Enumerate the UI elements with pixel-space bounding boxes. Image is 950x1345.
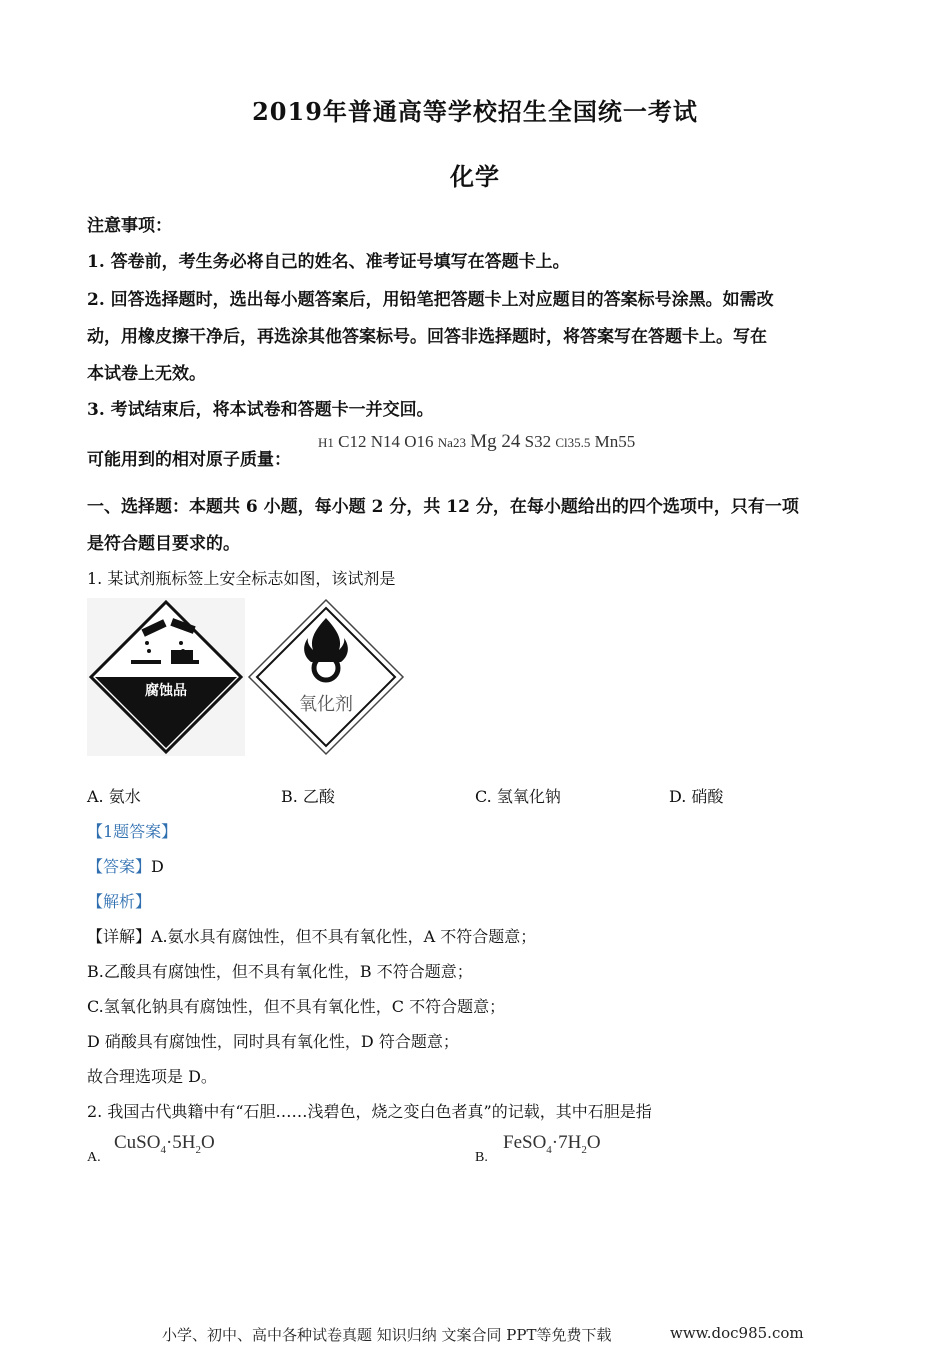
- exam-title: 2019年普通高等学校招生全国统一考试: [252, 97, 698, 126]
- oxidizer-sign: [247, 598, 405, 756]
- mass-h: H1: [318, 435, 334, 450]
- mass-c: C12: [338, 432, 367, 451]
- corrosive-sign: [87, 598, 245, 756]
- atomic-mass-values: [318, 431, 635, 453]
- corrosive-label: 腐蚀品: [145, 683, 187, 699]
- question-1-stem: 1. 某试剂瓶标签上安全标志如图，该试剂是: [87, 569, 396, 588]
- subject-title: 化学: [450, 162, 500, 191]
- q1-option-a: A. 氨水: [87, 787, 141, 806]
- q1-option-b: B. 乙酸: [281, 787, 335, 806]
- notice-item-3: 3. 考试结束后，将本试卷和答题卡一并交回。: [87, 400, 434, 420]
- notice-heading: 注意事项：: [87, 216, 172, 236]
- notice-item-2-line-2: 动，用橡皮擦干净后，再选涂其他答案标号。回答非选择题时，将答案写在答题卡上。写在: [87, 327, 767, 347]
- mass-mn: Mn55: [594, 432, 636, 451]
- q2-option-a-label: A.: [87, 1150, 101, 1165]
- answer-label: 【答案】: [87, 857, 152, 876]
- q2-option-b-label: B.: [475, 1150, 488, 1165]
- formula-b-base: FeSO: [503, 1132, 547, 1153]
- answer-value: D: [151, 857, 164, 876]
- oxidizer-diamond-icon: [247, 598, 405, 756]
- q1-analysis-tag: 【解析】: [87, 892, 152, 911]
- notice-item-2-line-1: 2. 回答选择题时，选出每小题答案后，用铅笔把答题卡上对应题目的答案标号涂黑。如需改: [87, 290, 774, 310]
- oxidizer-label: 氧化剂: [299, 694, 353, 715]
- q2-option-a-formula: [114, 1132, 215, 1156]
- q1-option-c: C. 氢氧化钠: [475, 787, 561, 806]
- notice-item-1: 1. 答卷前，考生务必将自己的姓名、准考证号填写在答题卡上。: [87, 252, 570, 272]
- formula-b-sub2: 2: [581, 1143, 587, 1156]
- atomic-mass-label: 可能用到的相对原子质量：: [87, 450, 291, 470]
- q1-conclusion: 故合理选项是 D。: [87, 1067, 217, 1086]
- mass-mg: Mg 24: [470, 431, 521, 452]
- formula-b-sub1: 4: [546, 1143, 552, 1156]
- q1-answer: [87, 854, 164, 877]
- formula-a-base: CuSO: [114, 1132, 161, 1153]
- section-1-line-2: 是符合题目要求的。: [87, 534, 240, 554]
- mass-cl: Cl35.5: [555, 435, 591, 450]
- formula-a-mid: ·5H: [165, 1132, 196, 1153]
- footer-text: 小学、初中、高中各种试卷真题 知识归纳 文案合同 PPT等免费下载: [162, 1326, 612, 1344]
- mass-na: Na23: [437, 435, 466, 450]
- q2-option-b-formula: [503, 1132, 601, 1156]
- q1-answer-tag: 【1题答案】: [87, 822, 178, 841]
- mass-o: O16: [404, 432, 434, 451]
- formula-a-sub1: 4: [160, 1143, 166, 1156]
- notice-item-2-line-3: 本试卷上无效。: [87, 364, 206, 384]
- q1-detail-4: D 硝酸具有腐蚀性，同时具有氧化性，D 符合题意；: [87, 1032, 459, 1051]
- formula-a-end: O: [201, 1132, 215, 1153]
- q1-detail-3: C.氢氧化钠具有腐蚀性，但不具有氧化性，C 不符合题意；: [87, 997, 506, 1016]
- question-2-stem: 2. 我国古代典籍中有“石胆……浅碧色，烧之变白色者真”的记载，其中石胆是指: [87, 1102, 652, 1121]
- formula-a-sub2: 2: [195, 1143, 202, 1156]
- formula-b-mid: ·7H: [551, 1132, 582, 1153]
- footer-url[interactable]: www.doc985.com: [670, 1324, 804, 1342]
- q1-detail-1: 【详解】A.氨水具有腐蚀性，但不具有氧化性，A 不符合题意；: [87, 927, 537, 946]
- mass-n: N14: [370, 432, 401, 451]
- section-1-line-1: 一、选择题：本题共 6 小题，每小题 2 分，共 12 分，在每小题给出的四个选项中，只有一项: [87, 497, 799, 517]
- formula-b-end: O: [586, 1132, 601, 1153]
- q1-detail-2: B.乙酸具有腐蚀性，但不具有氧化性，B 不符合题意；: [87, 962, 473, 981]
- mass-s: S32: [524, 432, 552, 451]
- q1-option-d: D. 硝酸: [669, 787, 724, 806]
- corrosive-diamond-icon: [87, 598, 245, 756]
